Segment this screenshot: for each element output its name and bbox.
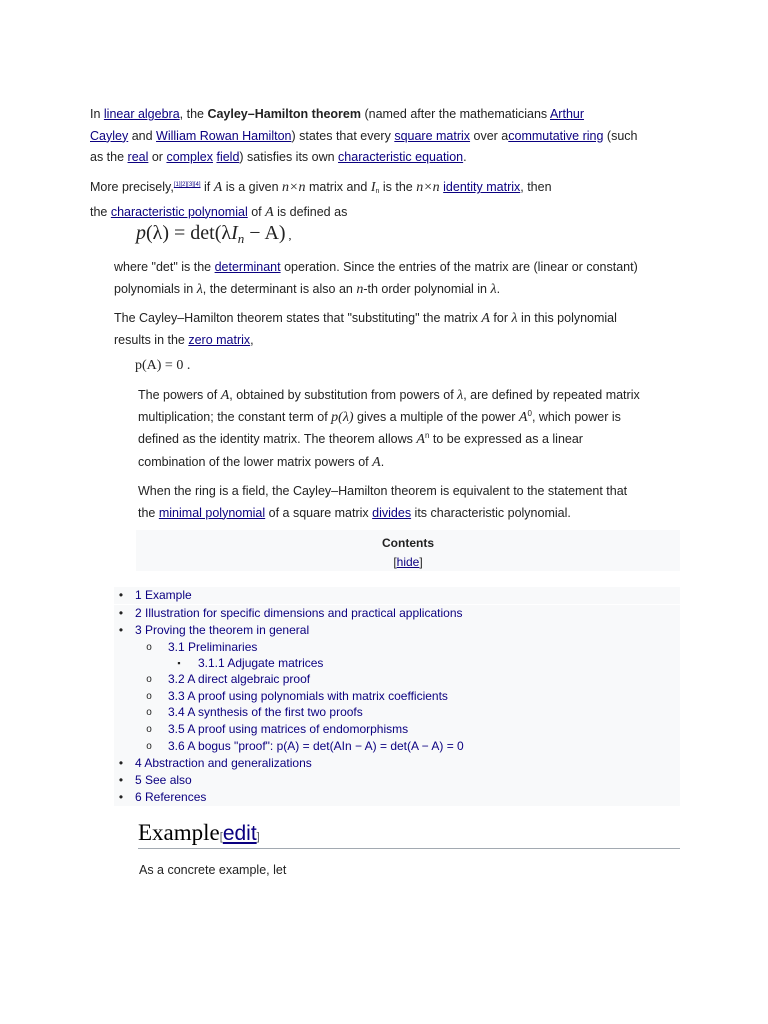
toc-item xyxy=(114,688,680,705)
text: , which power is xyxy=(531,409,621,424)
bracket: [ xyxy=(219,831,223,843)
toc-item xyxy=(114,655,680,672)
text: matrix and xyxy=(305,180,371,194)
theorem-name: Cayley–Hamilton theorem xyxy=(207,107,361,121)
bracket: [ xyxy=(393,555,397,569)
toc-item xyxy=(114,671,680,688)
circle-bullet-icon: o xyxy=(146,674,152,685)
text: . xyxy=(496,281,501,296)
circle-bullet-icon: o xyxy=(146,691,152,702)
comma: , xyxy=(285,228,292,242)
link-determinant[interactable]: determinant xyxy=(214,260,281,274)
math-n-subscript: n xyxy=(375,188,380,195)
zero-matrix-formula: p(A) = 0 . xyxy=(135,358,191,373)
text: (such xyxy=(603,128,638,143)
circle-bullet-icon: o xyxy=(146,724,152,735)
link-linear-algebra[interactable]: linear algebra xyxy=(103,107,180,121)
text: (named after the mathematicians xyxy=(360,107,550,121)
math-p-lambda: p(λ) xyxy=(331,409,354,425)
toc-link-adjugate[interactable]: 3.1.1 Adjugate matrices xyxy=(198,656,324,670)
text: multiplication; the constant term of xyxy=(138,409,332,424)
determinant-paragraph xyxy=(114,257,694,300)
circle-bullet-icon: o xyxy=(146,642,152,653)
math-lambda: λ xyxy=(511,311,518,326)
definition-paragraph xyxy=(90,177,690,223)
math-A: A xyxy=(481,311,490,326)
text: operation. Since the entries of the matrix are (linear or constant) xyxy=(280,260,638,274)
text: , then xyxy=(520,180,552,194)
example-intro-text: As a concrete example, let xyxy=(139,863,287,877)
text: where "det" is the xyxy=(114,260,215,274)
math-A: A xyxy=(265,204,274,220)
text: is the xyxy=(379,180,417,194)
circle-bullet-icon: o xyxy=(146,741,152,752)
math-lambda: λ xyxy=(196,281,203,297)
link-commutative-ring[interactable]: commutative ring xyxy=(508,128,604,143)
math-nxn: n×n xyxy=(282,180,306,195)
section-heading-example xyxy=(138,820,680,849)
math-exponent-n: n xyxy=(424,431,430,440)
text: ) states that every xyxy=(291,128,395,143)
toc-link-direct-proof[interactable]: 3.2 A direct algebraic proof xyxy=(168,672,311,686)
toc-hide-link[interactable]: hide xyxy=(396,555,420,569)
text: of xyxy=(247,204,266,219)
text: , obtained by substitution from powers of xyxy=(229,388,458,402)
link-divides[interactable]: divides xyxy=(372,505,412,520)
link-zero-matrix[interactable]: zero matrix xyxy=(188,332,251,347)
toc-item xyxy=(114,639,680,656)
math-A: A xyxy=(213,180,223,195)
text: over a xyxy=(470,128,509,143)
math-I: I xyxy=(231,222,238,244)
text: in this polynomial xyxy=(517,311,617,325)
circle-bullet-icon: o xyxy=(146,707,152,718)
text: , the determinant is also an xyxy=(202,281,357,296)
toc-link-preliminaries[interactable]: 3.1 Preliminaries xyxy=(168,640,258,654)
toc-item xyxy=(114,738,680,755)
text: , the xyxy=(179,107,208,121)
text: the xyxy=(90,204,111,219)
section-title: Example xyxy=(138,820,220,845)
math-expression: − A) xyxy=(244,222,286,244)
toc-item xyxy=(114,704,680,721)
square-bullet-icon: ▪ xyxy=(177,658,181,668)
math-A: A xyxy=(518,409,528,425)
bullet-icon: • xyxy=(118,606,124,620)
toc-link-bogus-proof[interactable]: 3.6 A bogus "proof": p(A) = det(AIn − A) = det(A − A) = 0 xyxy=(168,739,464,753)
link-field[interactable]: field xyxy=(216,150,240,164)
toc-link-references[interactable]: 6 References xyxy=(135,790,207,804)
toc-link-abstraction[interactable]: 4 Abstraction and generalizations xyxy=(135,756,312,770)
text: is defined as xyxy=(273,204,348,219)
text: its characteristic polynomial. xyxy=(411,505,571,520)
math-lambda: λ xyxy=(457,388,464,403)
link-minimal-polynomial[interactable]: minimal polynomial xyxy=(158,505,266,520)
text: The Cayley–Hamilton theorem states that "substituting" the matrix xyxy=(114,311,482,325)
math-A: A xyxy=(372,454,381,470)
bullet-icon: • xyxy=(118,756,124,770)
math-n-subscript: n xyxy=(237,231,245,246)
math-exponent-zero: 0 xyxy=(527,408,532,418)
link-complex[interactable]: complex xyxy=(166,150,213,164)
text: is a given xyxy=(222,180,283,194)
bullet-icon: • xyxy=(118,623,124,637)
toc-item xyxy=(114,789,680,806)
text: ) satisfies its own xyxy=(239,150,339,164)
field-paragraph xyxy=(138,481,688,524)
bullet-icon: • xyxy=(118,790,124,804)
text: if xyxy=(200,180,214,194)
link-identity-matrix[interactable]: identity matrix xyxy=(443,180,521,194)
characteristic-polynomial-formula xyxy=(136,222,292,245)
text: When the ring is a field, the Cayley–Hamilton theorem is equivalent to the statement that xyxy=(138,484,628,498)
toc-item xyxy=(114,622,680,639)
toc-link-see-also[interactable]: 5 See also xyxy=(135,773,192,787)
toc-item xyxy=(114,755,680,772)
bullet-icon: • xyxy=(118,588,124,602)
link-square-matrix[interactable]: square matrix xyxy=(394,128,471,143)
text: results in the xyxy=(114,332,189,347)
text: of a square matrix xyxy=(265,505,373,520)
powers-paragraph xyxy=(138,385,688,473)
toc-link-polynomial-proof[interactable]: 3.3 A proof using polynomials with matrix coefficients xyxy=(168,689,448,703)
reference-links[interactable]: [1][2][3][4] xyxy=(173,182,201,188)
intro-paragraph xyxy=(90,104,680,169)
toc-header xyxy=(136,530,680,571)
toc-link-illustration[interactable]: 2 Illustration for specific dimensions and practical applications xyxy=(135,606,463,620)
text: gives a multiple of the power xyxy=(353,409,519,424)
bullet-icon: • xyxy=(118,773,124,787)
math-A: A xyxy=(220,388,230,403)
statement-paragraph xyxy=(114,308,694,351)
toc-link-example[interactable]: 1 Example xyxy=(135,588,192,602)
text: In xyxy=(90,107,104,121)
text: as the xyxy=(90,150,128,164)
text: combination of the lower matrix powers of xyxy=(138,454,373,469)
link-real[interactable]: real xyxy=(127,150,149,164)
text: . xyxy=(380,454,385,469)
toc-link-proving[interactable]: 3 Proving the theorem in general xyxy=(135,623,310,637)
toc-hide-toggle xyxy=(136,555,680,569)
link-william-rowan-hamilton[interactable]: William Rowan Hamilton xyxy=(156,128,292,143)
toc-item xyxy=(114,772,680,789)
text: the xyxy=(138,505,159,520)
math-lambda: λ xyxy=(490,281,497,297)
link-characteristic-polynomial[interactable]: characteristic polynomial xyxy=(110,204,248,219)
text: , xyxy=(250,332,254,347)
text: for xyxy=(489,311,512,325)
toc-item xyxy=(114,587,680,604)
text: or xyxy=(148,150,167,164)
text: More precisely, xyxy=(90,180,174,194)
text: to be expressed as a linear xyxy=(429,432,583,446)
toc-item xyxy=(114,605,680,622)
toc-item xyxy=(114,721,680,738)
link-arthur-cayley-first[interactable]: Arthur xyxy=(549,107,585,121)
math-expression: (λ) = det(λ xyxy=(146,222,232,244)
bracket: ] xyxy=(256,831,260,843)
text: The powers of xyxy=(138,388,221,402)
text: polynomials in xyxy=(114,281,197,296)
text: defined as the identity matrix. The theorem allows xyxy=(138,432,417,446)
toc-link-synthesis[interactable]: 3.4 A synthesis of the first two proofs xyxy=(168,705,363,719)
math-p: p xyxy=(136,222,146,244)
link-arthur-cayley-second[interactable]: Cayley xyxy=(90,128,129,143)
text: and xyxy=(128,128,157,143)
math-n: n xyxy=(356,281,364,297)
text: , are defined by repeated matrix xyxy=(463,388,640,402)
toc-title: Contents xyxy=(382,536,434,550)
toc-link-endomorphisms[interactable]: 3.5 A proof using matrices of endomorphisms xyxy=(168,722,409,736)
math-nxn: n×n xyxy=(416,180,440,195)
link-characteristic-equation[interactable]: characteristic equation xyxy=(338,150,464,164)
text: . xyxy=(463,150,467,164)
bracket: ] xyxy=(419,555,423,569)
math-I: I xyxy=(370,180,376,195)
edit-section-link[interactable]: edit xyxy=(222,822,257,845)
math-A: A xyxy=(416,432,425,447)
text: -th order polynomial in xyxy=(363,281,491,296)
